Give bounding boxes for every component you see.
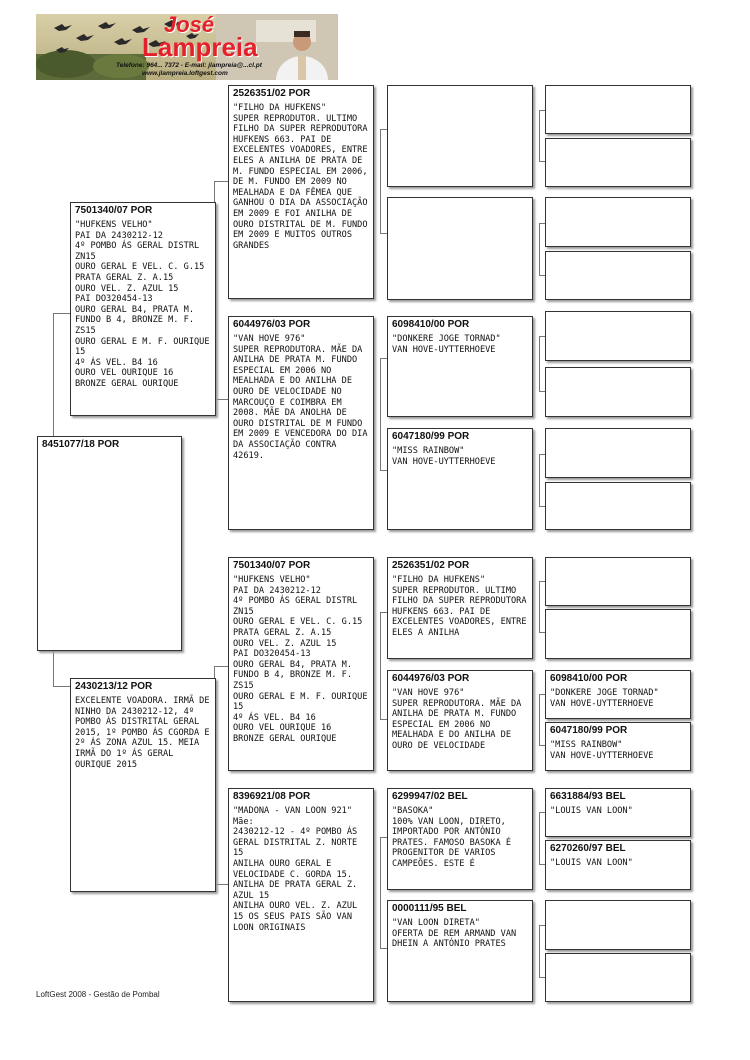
connector-line <box>214 666 228 667</box>
ring-number: 6047180/99 POR <box>550 725 628 736</box>
pigeon-card-subject[interactable] <box>37 436 182 651</box>
pigeon-card-gen5[interactable] <box>545 428 691 478</box>
ring-number: 7501340/07 POR <box>75 205 153 216</box>
pigeon-card-gen5[interactable] <box>545 670 691 719</box>
connector-line <box>380 233 387 234</box>
ring-number: 6098410/00 POR <box>550 673 628 684</box>
ring-number: 7501340/07 POR <box>233 560 311 571</box>
ring-number: 2526351/02 POR <box>233 88 311 99</box>
ring-number: 6047180/99 POR <box>392 431 470 442</box>
pigeon-card-gen4[interactable] <box>387 428 533 530</box>
connector-line <box>380 719 387 720</box>
connector-line <box>539 812 540 864</box>
connector-subject-sire <box>53 313 70 314</box>
pigeon-notes <box>546 141 690 144</box>
pigeon-card-gen5[interactable] <box>545 722 691 771</box>
pigeon-notes: "VAN HOVE 976" SUPER REPRODUTORA. MÃE DA ANILHA DE PRATA M. FUNDO ESPECIAL EM 2006 NO MEALHADA E DO ANILHA DE OURO DE VELOCIDADE NO MARCOUÇO E COIMBRA EM 2008. MÃE DA ANOLHA DE OURO DISTRITAL DE M FUNDO EM 2009 E VENCEDORA DO DIA DA ASSOCIAÇÃO CONTRA 42619. <box>233 334 368 461</box>
ring-number: 6270260/97 BEL <box>550 843 626 854</box>
pigeon-card-sire-dam[interactable] <box>228 316 374 530</box>
connector-line <box>380 837 381 948</box>
pigeon-card-gen4[interactable] <box>387 557 533 659</box>
pigeon-notes: "DONKERE JOGE TORNAD" VAN HOVE-UYTTERHOEVE <box>392 334 501 355</box>
pigeon-card-gen4[interactable] <box>387 788 533 890</box>
banner-contact: Telefone: 964... 7372 - E-mail: jlampreia@...cl.pt <box>116 62 262 69</box>
pigeon-card-gen5[interactable] <box>545 788 691 837</box>
ring-number: 6044976/03 POR <box>233 319 311 330</box>
pigeon-card-gen4[interactable] <box>387 85 533 187</box>
connector-line <box>380 129 381 233</box>
connector-line <box>539 110 540 161</box>
pigeon-notes <box>388 200 532 203</box>
pigeon-card-gen5[interactable] <box>545 953 691 1002</box>
connector-line <box>380 358 387 359</box>
connector-line <box>214 181 228 182</box>
pigeon-card-gen5[interactable] <box>545 609 691 659</box>
pigeon-card-sire[interactable] <box>70 202 216 416</box>
pigeon-card-gen5[interactable] <box>545 311 691 361</box>
pigeon-notes: EXCELENTE VOADORA. IRMÃ DE NINHO DA 2430212-12, 4º POMBO ÁS DISTRITAL GERAL 2015, 1º POMBO ÁS CGORDA E 2º ÁS ZONA AZUL 15. MEIA IRMÃ DO 1º ÁS GERAL OURIQUE 2015 <box>75 696 215 770</box>
pigeon-card-gen5[interactable] <box>545 557 691 606</box>
pigeon-notes <box>546 903 690 906</box>
pigeon-notes: "FILHO DA HUFKENS" SUPER REPRODUTOR. ULTIMO FILHO DA SUPER REPRODUTORA HUFKENS 663. PAI DE EXCELENTES VOADORES, ENTRE ELES A ANILHA DE PRATA DE M. FUNDO ESPECIAL EM 2006, DE M. FUNDO EM 2009 NO MEALHADA E DA FÊMEA QUE GANHOU O DIA DA ASSOCIAÇÃO EM 2009 E FOI ANILHA DE OURO DISTRITAL DE M. FUNDO EM 2009 E MUITOS OUTROS GRANDES <box>233 103 368 251</box>
connector-line <box>380 129 387 130</box>
ring-number: 0000111/95 BEL <box>392 903 467 914</box>
ring-number: 6044976/03 POR <box>392 673 470 684</box>
pigeon-notes <box>546 370 690 373</box>
connector-line <box>214 884 228 885</box>
ring-number: 8396921/08 POR <box>233 791 311 802</box>
pigeon-notes: "HUFKENS VELHO" PAI DA 2430212-12 4º POMBO ÁS GERAL DISTRL ZN15 OURO GERAL E VEL. C. G.15 PRATA GERAL Z. A.15 OURO VEL. Z. AZUL 15 PAI DO320454-13 OURO GERAL B4, PRATA M. FUNDO B 4, BRONZE M. F. ZS15 OURO GERAL E M. F. OURIQUE 15 4º ÁS VEL. B4 16 OURO VEL OURIQUE 16 BRONZE GERAL OURIQUE <box>75 220 210 389</box>
connector-line <box>539 336 540 391</box>
banner-first-name: José <box>164 14 215 37</box>
connector-line <box>539 694 540 745</box>
pigeon-notes <box>546 612 690 615</box>
pigeon-notes: "LOUIS VAN LOON" <box>550 858 633 868</box>
footer-text: LoftGest 2008 - Gestão de Pombal <box>36 990 160 999</box>
ring-number: 6631884/93 BEL <box>550 791 626 802</box>
pigeon-notes <box>546 485 690 488</box>
pigeon-notes <box>546 560 690 563</box>
pigeon-card-gen5[interactable] <box>545 85 691 134</box>
connector-line <box>380 948 387 949</box>
pigeon-notes: "MISS RAINBOW" VAN HOVE-UYTTERHOEVE <box>392 446 496 467</box>
pigeon-card-gen5[interactable] <box>545 197 691 247</box>
pigeon-notes <box>546 200 690 203</box>
pigeon-notes: "MADONA - VAN LOON 921" Mãe: 2430212-12 - 4º POMBO ÁS GERAL DISTRITAL Z. NORTE 15 ANILHA OURO GERAL E VELOCIDADE C. GORDA 15. ANILHA DE PRATA GERAL Z. AZUL 15 ANILHA OURO VEL. Z. AZUL 15 OS SEUS PAIS SÃO VAN LOON ORIGINAIS <box>233 806 358 933</box>
ring-number: 8451077/18 POR <box>42 439 120 450</box>
pigeon-notes <box>546 88 690 91</box>
pigeon-notes: "BASOKA" 100% VAN LOON, DIRETO, IMPORTADO POR ANTÓNIO PRATES. FAMOSO BASOKA É PROGENITOR DE VARIOS CAMPEÕES. ESTE É <box>392 806 511 869</box>
ring-number: 2430213/12 POR <box>75 681 153 692</box>
connector-line <box>380 612 387 613</box>
pigeon-notes: "DONKERE JOGE TORNAD" VAN HOVE-UYTTERHOEVE <box>550 688 659 709</box>
pigeon-card-gen4[interactable] <box>387 316 533 417</box>
pigeon-card-gen5[interactable] <box>545 482 691 530</box>
pigeon-notes: "VAN HOVE 976" SUPER REPRODUTORA. MÃE DA ANILHA DE PRATA M. FUNDO ESPECIAL EM 2006 NO MEALHADA E DO ANILHA DE OURO DE VELOCIDADE <box>392 688 522 751</box>
pigeon-notes <box>546 956 690 959</box>
connector-line <box>539 925 540 977</box>
connector-line <box>539 223 540 275</box>
banner-last-name: Lampreia <box>142 32 258 62</box>
connector-line <box>380 470 387 471</box>
pigeon-card-gen5[interactable] <box>545 367 691 417</box>
pigeon-card-gen4[interactable] <box>387 670 533 771</box>
pigeon-notes <box>546 314 690 317</box>
connector-line <box>539 454 540 506</box>
pigeon-card-gen4[interactable] <box>387 900 533 1002</box>
connector-line <box>214 399 228 400</box>
pigeon-card-sire-sire[interactable] <box>228 85 374 299</box>
pigeon-card-dam-sire[interactable] <box>228 557 374 771</box>
pigeon-notes: "LOUIS VAN LOON" <box>550 806 633 816</box>
ring-number: 6299947/02 BEL <box>392 791 468 802</box>
pigeon-card-gen5[interactable] <box>545 251 691 300</box>
pigeon-card-gen5[interactable] <box>545 138 691 187</box>
connector-subject-dam <box>53 686 70 687</box>
banner-website: www.jlampreia.loftgest.com <box>142 70 228 77</box>
pigeon-notes: "VAN LOON DIRETA" OFERTA DE REM ARMAND VAN DHEIN A ANTÓNIO PRATES <box>392 918 517 950</box>
ring-number: 6098410/00 POR <box>392 319 470 330</box>
pigeon-card-gen5[interactable] <box>545 840 691 890</box>
pigeon-notes: "MISS RAINBOW" VAN HOVE-UYTTERHOEVE <box>550 740 654 761</box>
pigeon-notes <box>546 254 690 257</box>
pigeon-card-gen4[interactable] <box>387 197 533 300</box>
ring-number: 2526351/02 POR <box>392 560 470 571</box>
pigeon-notes <box>546 431 690 434</box>
connector-line <box>380 612 381 719</box>
pigeon-notes: "HUFKENS VELHO" PAI DA 2430212-12 4º POMBO ÁS GERAL DISTRL ZN15 OURO GERAL E VEL. C. G.15 PRATA GERAL Z. A.15 OURO VEL. Z. AZUL 15 PAI DO320454-13 OURO GERAL B4, PRATA M. FUNDO B 4, BRONZE M. F. ZS15 OURO GERAL E M. F. OURIQUE 15 4º ÁS VEL. B4 16 OURO VEL OURIQUE 16 BRONZE GERAL OURIQUE <box>233 575 368 744</box>
header-banner <box>36 14 338 80</box>
pigeon-notes: "FILHO DA HUFKENS" SUPER REPRODUTOR. ULTIMO FILHO DA SUPER REPRODUTORA HUFKENS 663. PAI DE EXCELENTES VOADORES, ENTRE ELES A ANILHA <box>392 575 527 638</box>
pigeon-notes <box>38 451 181 454</box>
connector-line <box>539 581 540 632</box>
pigeon-card-dam-dam[interactable] <box>228 788 374 1002</box>
pigeon-card-dam[interactable] <box>70 678 216 892</box>
connector-line <box>380 358 381 470</box>
pigeon-notes <box>388 88 532 91</box>
pigeon-card-gen5[interactable] <box>545 900 691 950</box>
connector-line <box>380 837 387 838</box>
